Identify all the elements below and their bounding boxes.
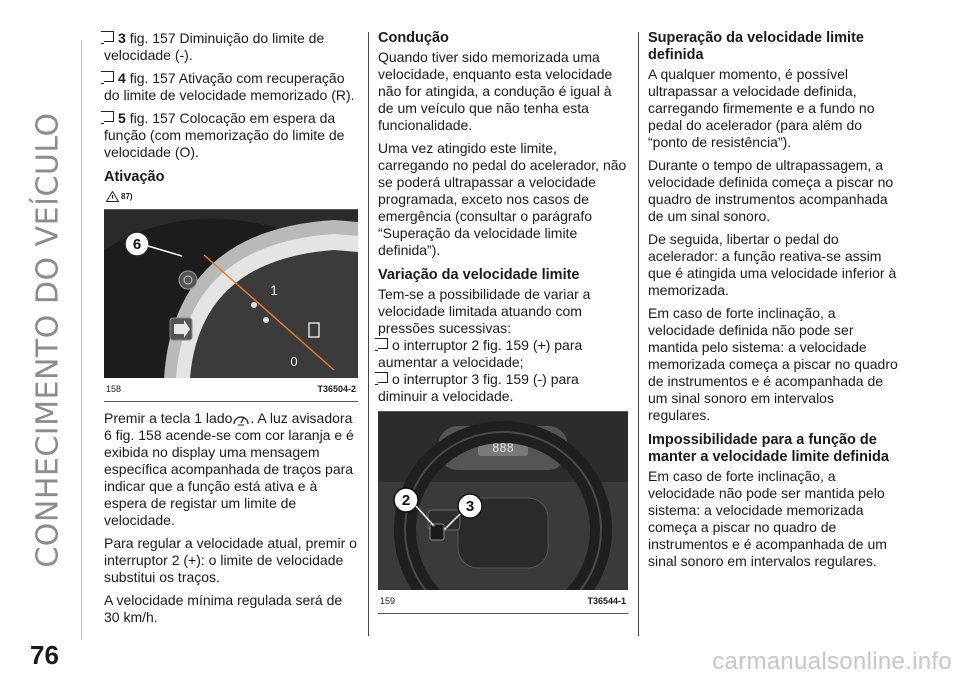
speed-limiter-icon bbox=[232, 412, 250, 426]
paragraph: A qualquer momento, é possível ultrapassar a velocidade definida, carregando firmemente e a fundo no pedal do acelerador (para além do “ponto de resistência”). bbox=[648, 66, 875, 150]
figure-code: T36504-2 bbox=[317, 384, 356, 394]
column-2 bbox=[378, 30, 628, 614]
list-item: o interruptor 2 fig. 159 (+) para aumentar a velocidade; bbox=[378, 337, 583, 370]
heading-variacao: Variação da velocidade limite bbox=[378, 267, 580, 283]
callout-3: 3 bbox=[465, 498, 475, 515]
paragraph: Premir a tecla 1 lado . A luz avisadora 6 fig. 158 acende-se com cor laranja e é exibida no display uma mensagem específica acompanhada de traços para indicar que a função está ativa e à espera de registar um limite de velocidade. bbox=[104, 410, 354, 528]
column-3 bbox=[648, 30, 900, 576]
svg-text:888: 888 bbox=[492, 441, 514, 455]
side-divider bbox=[81, 40, 82, 640]
gauge-zero: 0 bbox=[290, 354, 298, 369]
callout-2: 2 bbox=[401, 492, 411, 509]
figure-number: 159 bbox=[380, 596, 396, 606]
column-divider-1 bbox=[368, 32, 369, 636]
paragraph: Tem-se a possibilidade de variar a velocidade limitada atuando com pressões sucessivas: bbox=[378, 286, 591, 336]
instrument-cluster-image bbox=[104, 210, 358, 378]
paragraph: Em caso de forte inclinação, a velocidade definida não pode ser mantida pelo sistema: a velocidade memorizada começa a piscar no quadro de instrumentos e é acompanhada de um sinal sonoro em intervalos regulares. bbox=[648, 305, 898, 423]
figure-158-caption bbox=[104, 378, 358, 402]
continuation-icon bbox=[104, 71, 114, 82]
heading-ativacao: Ativação bbox=[104, 169, 165, 185]
paragraph: Para regular a velocidade atual, premir o interruptor 2 (+): o limite de velocidade substitui os traços. bbox=[104, 535, 357, 585]
column-divider-2 bbox=[638, 32, 639, 636]
warning-reference: 87) bbox=[106, 188, 358, 205]
figure-158-instrument-cluster bbox=[104, 209, 358, 378]
heading-superacao: Superação da velocidade limite definida bbox=[648, 30, 864, 63]
page-number: 76 bbox=[30, 640, 59, 670]
list-item: 5 fig. 157 Colocação em espera da função (com memorização do limite de velocidade (O). bbox=[104, 110, 345, 160]
paragraph: Durante o tempo de ultrapassagem, a velocidade definida começa a piscar no quadro de instrumentos acompanhada de um sinal sonoro. bbox=[648, 157, 894, 224]
paragraph: A velocidade mínima regulada será de 30 km/h. bbox=[104, 592, 343, 625]
continuation-icon bbox=[378, 338, 388, 349]
gauge-label: 1 bbox=[270, 282, 278, 298]
figure-159-steering-wheel bbox=[378, 411, 628, 590]
steering-wheel-image bbox=[378, 412, 628, 590]
paragraph: De seguida, libertar o pedal do acelerador: a função reativa-se assim que é atingida uma velocidade inferior à memorizada. bbox=[648, 231, 897, 298]
paragraph: Uma vez atingido este limite, carregando no pedal do acelerador, não se poderá ultrapassar a velocidade programada, exceto nos casos de emergência (consultar o parágrafo “Superação da velocidade limite definida”). bbox=[378, 140, 627, 258]
list-item: 3 fig. 157 Diminuição do limite de velocidade (-). bbox=[104, 30, 325, 63]
list-item: o interruptor 3 fig. 159 (-) para diminuir a velocidade. bbox=[378, 371, 579, 404]
column-1 bbox=[104, 30, 358, 632]
list-item: 4 fig. 157 Ativação com recuperação do limite de velocidade memorizado (R). bbox=[104, 70, 355, 103]
figure-code: T36544-1 bbox=[587, 596, 626, 606]
continuation-icon bbox=[104, 31, 114, 42]
heading-impossibilidade: Impossibilidade para a função de manter a velocidade limite definida bbox=[648, 432, 889, 465]
continuation-icon bbox=[378, 372, 388, 383]
callout-6: 6 bbox=[132, 236, 142, 253]
figure-159-caption bbox=[378, 590, 628, 614]
heading-conducao: Condução bbox=[378, 30, 449, 46]
warning-triangle-icon bbox=[106, 191, 119, 202]
watermark: carmanualsonline.info bbox=[712, 648, 952, 675]
continuation-icon bbox=[104, 111, 114, 122]
paragraph: Quando tiver sido memorizada uma velocidade, enquanto esta velocidade não for atingida, a condução é igual à de um veículo que não tenha esta funcionalidade. bbox=[378, 49, 613, 133]
figure-number: 158 bbox=[106, 384, 122, 394]
side-chapter-title: CONHECIMENTO DO VEÍCULO bbox=[30, 112, 66, 568]
paragraph: Em caso de forte inclinação, a velocidade não pode ser mantida pelo sistema: a velocidade memorizada começa a piscar no quadro de instrumentos e é acompanhada de um sinal sonoro em intervalos regulares. bbox=[648, 468, 887, 569]
